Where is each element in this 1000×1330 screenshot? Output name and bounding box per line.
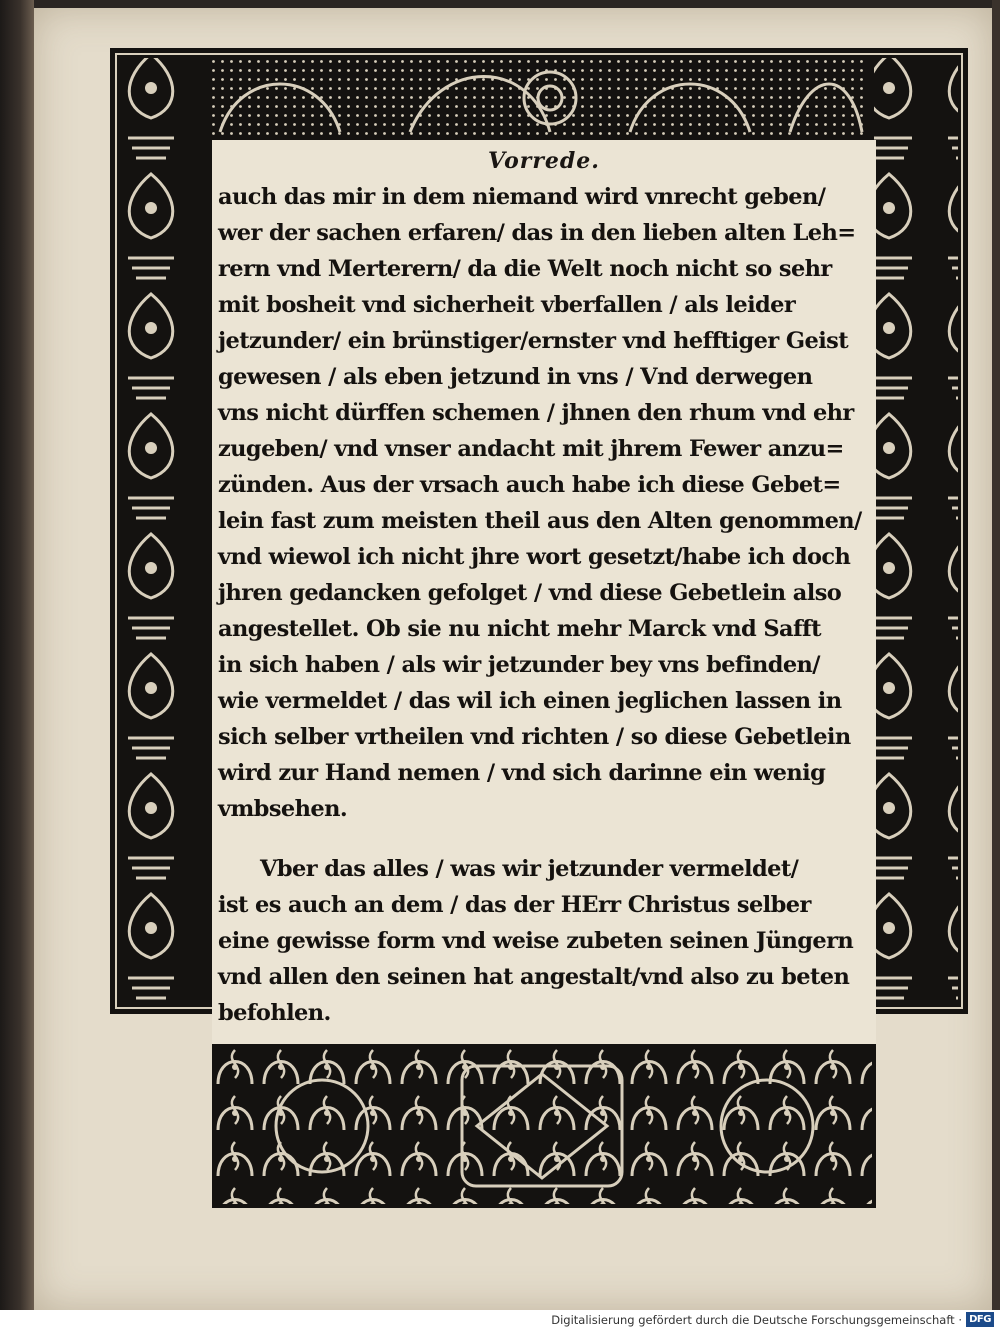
digitization-footer: [0, 1310, 1000, 1330]
paragraph-first-line: Vber das alles / was wir jetzunder vermeldet/: [260, 856, 799, 882]
text-line: auch das mir in dem niemand wird vnrecht geben/: [218, 184, 826, 210]
text-line: lein fast zum meisten theil aus den Alten genommen/: [218, 508, 862, 534]
text-line: mit bosheit vnd sicherheit vberfallen / als leider: [218, 292, 796, 318]
woodcut-scroll-ornament: [212, 1044, 876, 1208]
text-line: sich selber vrtheilen vnd richten / so diese Gebetlein: [218, 724, 851, 750]
text-line: vnd wiewol ich nicht jhre wort gesetzt/habe ich doch: [218, 544, 851, 570]
text-line: befohlen.: [218, 1000, 331, 1026]
text-line: wird zur Hand nemen / vnd sich darinne ein wenig: [218, 760, 826, 786]
text-line: ist es auch an dem / das der HErr Christus selber: [218, 892, 811, 918]
text-line: wie vermeldet / das wil ich einen jeglichen lassen in: [218, 688, 842, 714]
dfg-logo-icon: DFG: [966, 1312, 994, 1327]
text-line: jhren gedancken gefolget / vnd diese Gebetlein also: [218, 580, 842, 606]
book-spine-shadow: [0, 0, 34, 1310]
text-line: jetzunder/ ein brünstiger/ernster vnd hefftiger Geist: [218, 328, 849, 354]
page-heading: Vorrede.: [488, 148, 600, 174]
text-line: in sich haben / als wir jetzunder bey vns befinden/: [218, 652, 820, 678]
funding-credit: Digitalisierung gefördert durch die Deutsche Forschungsgemeinschaft ·: [551, 1313, 962, 1327]
page-edge-shadow: [992, 0, 1000, 1310]
text-block: [212, 140, 876, 1044]
text-line: zünden. Aus der vrsach auch habe ich diese Gebet=: [218, 472, 841, 498]
text-line: vmbsehen.: [218, 796, 348, 822]
woodcut-bottom-ornament: [212, 1044, 876, 1208]
text-line: vnd allen den seinen hat angestalt/vnd also zu beten: [218, 964, 850, 990]
text-line: zugeben/ vnd vnser andacht mit jhrem Fewer anzu=: [218, 436, 844, 462]
text-line: rern vnd Merterern/ da die Welt noch nicht so sehr: [218, 256, 832, 282]
text-line: wer der sachen erfaren/ das in den lieben alten Leh=: [218, 220, 856, 246]
text-line: vns nicht dürffen schemen / jhnen den rhum vnd ehr: [218, 400, 854, 426]
text-line: eine gewisse form vnd weise zubeten seinen Jüngern: [218, 928, 854, 954]
text-line: angestellet. Ob sie nu nicht mehr Marck vnd Safft: [218, 616, 821, 642]
text-line: gewesen / als eben jetzund in vns / Vnd derwegen: [218, 364, 813, 390]
